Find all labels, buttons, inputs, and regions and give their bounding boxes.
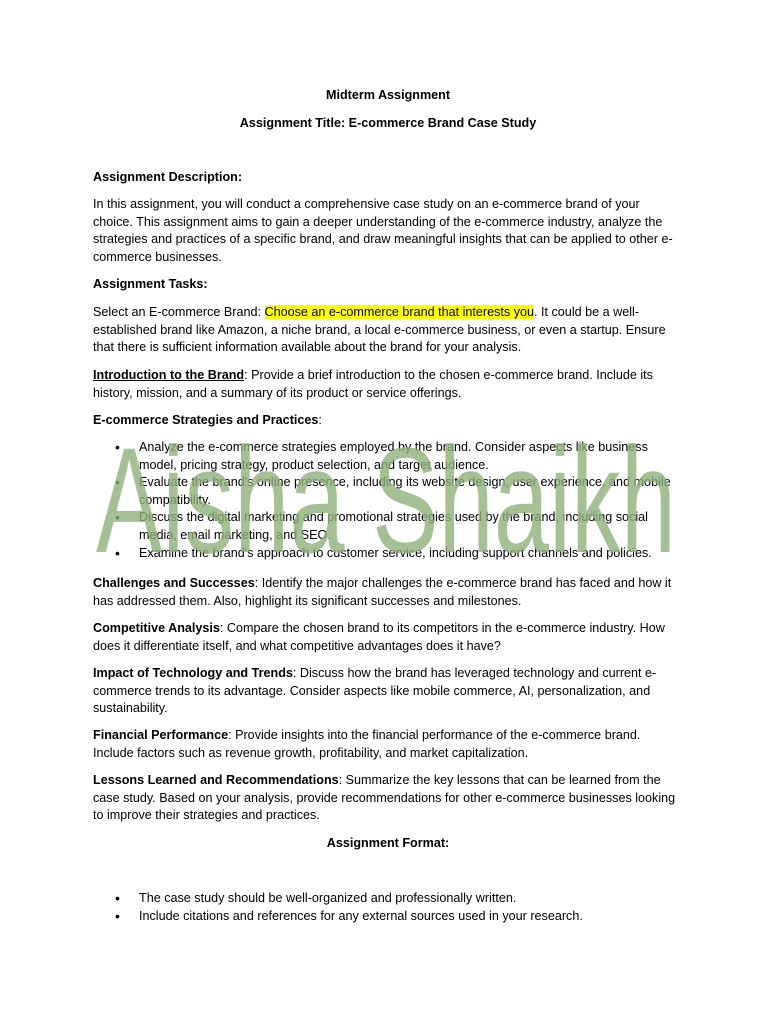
financial-label: Financial Performance [93,728,229,742]
strategies-label: E-commerce Strategies and Practices [93,413,319,427]
challenges-text: : Identify the major challenges the e-commerce brand has faced and how it has addressed them. Also, highlight its significant successes and milestones. [93,576,672,608]
select-brand-lead: Select an E-commerce Brand: [93,305,265,319]
document-title: Midterm Assignment [325,88,451,102]
strategies-list [93,439,683,562]
challenges-paragraph [93,575,683,610]
competitive-label: Competitive Analysis [93,621,220,635]
select-brand-paragraph [93,304,683,357]
list-item: • Discuss the digital marketing and promotional strategies used by the brand, including social media, email marketing, and SEO. [93,509,683,544]
technology-text: : Discuss how the brand has leveraged technology and current e-commerce trends to its advantage. Consider aspects like mobile commerce, AI, personalization, and sustainability. [93,666,657,716]
format-list [93,890,683,925]
strategies-heading [93,412,683,430]
list-item: • Include citations and references for any external sources used in your research. [93,908,683,926]
list-item: • The case study should be well-organized and professionally written. [93,890,683,908]
challenges-label: Challenges and Successes [93,576,255,590]
technology-paragraph [93,665,683,718]
financial-paragraph [93,727,683,762]
lessons-label: Lessons Learned and Recommendations [93,773,339,787]
watermark-text: Aisha Shaikh [96,416,676,584]
intro-text: : Provide a brief introduction to the chosen e-commerce brand. Include its history, mission, and a summary of its product or service offerings. [93,368,653,400]
lessons-paragraph [93,772,683,825]
list-item: • Evaluate the brand's online presence, including its website design, user experience, and mobile compatibility. [93,474,683,509]
select-brand-rest: . It could be a well-established brand like Amazon, a niche brand, a local e-commerce business, or even a startup. Ensure that there is sufficient information available about the brand for your analysis. [93,305,666,355]
lessons-text: : Summarize the key lessons that can be learned from the case study. Based on your analysis, provide recommendations for other e-commerce businesses looking to improve their strategies and practices. [93,773,676,823]
list-item: • Examine the brand's approach to customer service, including support channels and policies. [93,545,683,563]
competitive-text: : Compare the chosen brand to its competitors in the e-commerce industry. How does it differentiate itself, and what competitive advantages does it have? [93,621,665,653]
intro-label: Introduction to the Brand [93,368,245,382]
list-item: • Analyze the e-commerce strategies employed by the brand. Consider aspects like business model, pricing strategy, product selection, and target audience. [93,439,683,474]
assignment-title: Assignment Title: E-commerce Brand Case Study [239,116,537,130]
intro-paragraph [93,367,683,402]
technology-label: Impact of Technology and Trends [93,666,293,680]
strategies-suffix: : [318,413,322,427]
format-heading: Assignment Format: [326,836,450,850]
competitive-paragraph [93,620,683,655]
tasks-heading: Assignment Tasks: [93,277,208,291]
description-text: In this assignment, you will conduct a comprehensive case study on an e-commerce brand of your choice. This assignment aims to gain a deeper understanding of the e-commerce industry, analyze the strategies and practices of a specific brand, and draw meaningful insights that can be applied to other e-commerce businesses. [93,197,673,264]
select-brand-highlight: Choose an e-commerce brand that interests you [264,305,535,319]
financial-text: : Provide insights into the financial performance of the e-commerce brand. Include factors such as revenue growth, profitability, and market capitalization. [93,728,641,760]
description-heading: Assignment Description: [93,170,243,184]
